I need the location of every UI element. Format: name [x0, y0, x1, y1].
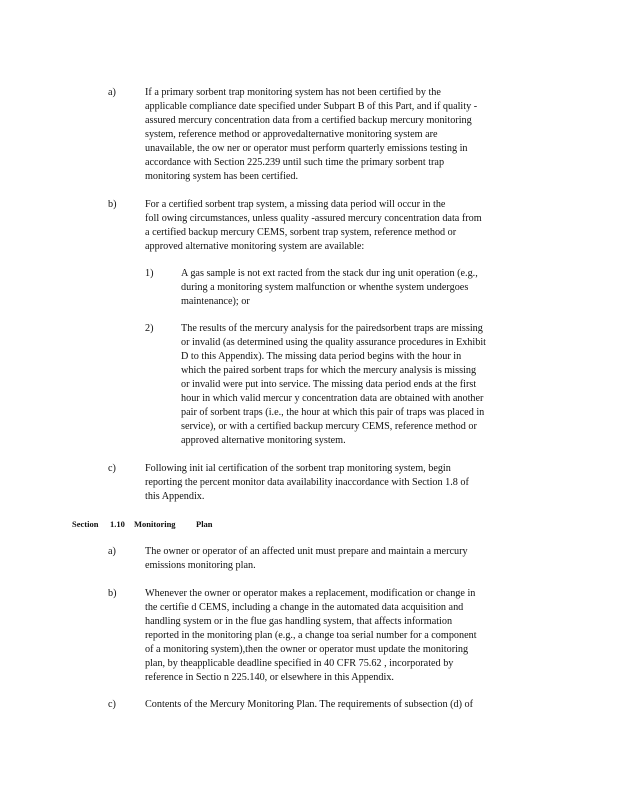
text-line: emissions monitoring plan. — [145, 560, 256, 571]
text-line: service), or with a certified backup mercury CEMS, reference method or — [181, 421, 477, 432]
text-line: of a monitoring system),then the owner or operator must update the monitoring — [145, 644, 469, 655]
text-line: unavailable, the ow ner or operator must perform quarterly emissions testing in — [145, 143, 468, 154]
text-line: system, reference method or approvedalternative monitoring system are — [145, 129, 438, 140]
text-line: If a primary sorbent trap monitoring system has not been certified by the — [145, 87, 441, 98]
text-line: approved alternative monitoring system. — [181, 435, 346, 446]
text-line: The owner or operator of an affected unit must prepare and maintain a mercury — [145, 546, 468, 557]
list-label: c) — [108, 699, 116, 710]
paragraph-text — [145, 587, 545, 685]
text-line: this Appendix. — [145, 491, 205, 502]
text-line: foll owing circumstances, unless quality -assured mercury concentration data from — [145, 213, 482, 224]
list-label: b) — [108, 199, 117, 210]
text-line: reporting the percent monitor data availability inaccordance with Section 1.8 of — [145, 477, 469, 488]
text-line: Whenever the owner or operator makes a replacement, modification or change in — [145, 588, 476, 599]
text-line: plan, by theapplicable deadline specified in 40 CFR 75.62 , incorporated by — [145, 658, 454, 669]
text-line: hour in which valid mercur y concentration data are obtained with another — [181, 393, 484, 404]
paragraph-text — [145, 198, 545, 254]
paragraph-text — [181, 322, 543, 448]
text-line: a certified backup mercury CEMS, sorbent trap system, reference method or — [145, 227, 457, 238]
text-line: handling system or in the flue gas handling system, that affects information — [145, 616, 453, 627]
paragraph-text — [145, 462, 535, 504]
text-line: maintenance); or — [181, 296, 250, 307]
paragraph-text — [181, 267, 541, 309]
text-line: or invalid were put into service. The missing data period ends at the first — [181, 379, 477, 390]
list-label: c) — [108, 463, 116, 474]
text-line: monitoring system has been certified. — [145, 171, 299, 182]
list-label: 2) — [145, 323, 154, 334]
paragraph-text — [145, 545, 525, 573]
text-line: applicable compliance date specified under Subpart B of this Part, and if quality - — [145, 101, 478, 112]
list-label: 1) — [145, 268, 154, 279]
section-title-2: Plan — [196, 519, 213, 529]
list-label: a) — [108, 87, 116, 98]
text-line: pair of sorbent traps (i.e., the hour at which this pair of traps was placed in — [181, 407, 485, 418]
text-line: assured mercury concentration data from a certified backup mercury monitoring — [145, 115, 472, 126]
list-label: a) — [108, 546, 116, 557]
text-line: the certifie d CEMS, including a change in the automated data acquisition and — [145, 602, 464, 613]
paragraph-text — [145, 698, 545, 712]
list-label: b) — [108, 588, 117, 599]
paragraph-text — [145, 86, 545, 184]
text-line: D to this Appendix). The missing data period begins with the hour in — [181, 351, 462, 362]
section-number: 1.10 — [110, 519, 125, 529]
text-line: or invalid (as determined using the quality assurance procedures in Exhibit — [181, 337, 486, 348]
text-line: which the paired sorbent traps for which the mercury analysis is missing — [181, 365, 477, 376]
text-line: The results of the mercury analysis for the pairedsorbent traps are missing — [181, 323, 483, 334]
section-word: Section — [72, 519, 99, 529]
text-line: Contents of the Mercury Monitoring Plan. The requirements of subsection (d) of — [145, 699, 474, 710]
text-line: A gas sample is not ext racted from the stack dur ing unit operation (e.g., — [181, 268, 478, 279]
text-line: reference in Sectio n 225.140, or elsewhere in this Appendix. — [145, 672, 394, 683]
text-line: Following init ial certification of the sorbent trap monitoring system, begin — [145, 463, 451, 474]
text-line: reported in the monitoring plan (e.g., a change toa serial number for a component — [145, 630, 477, 641]
text-line: during a monitoring system malfunction or whenthe system undergoes — [181, 282, 469, 293]
section-title-1: Monitoring — [134, 519, 176, 529]
text-line: For a certified sorbent trap system, a missing data period will occur in the — [145, 199, 446, 210]
text-line: approved alternative monitoring system are available: — [145, 241, 365, 252]
text-line: accordance with Section 225.239 until such time the primary sorbent trap — [145, 157, 445, 168]
